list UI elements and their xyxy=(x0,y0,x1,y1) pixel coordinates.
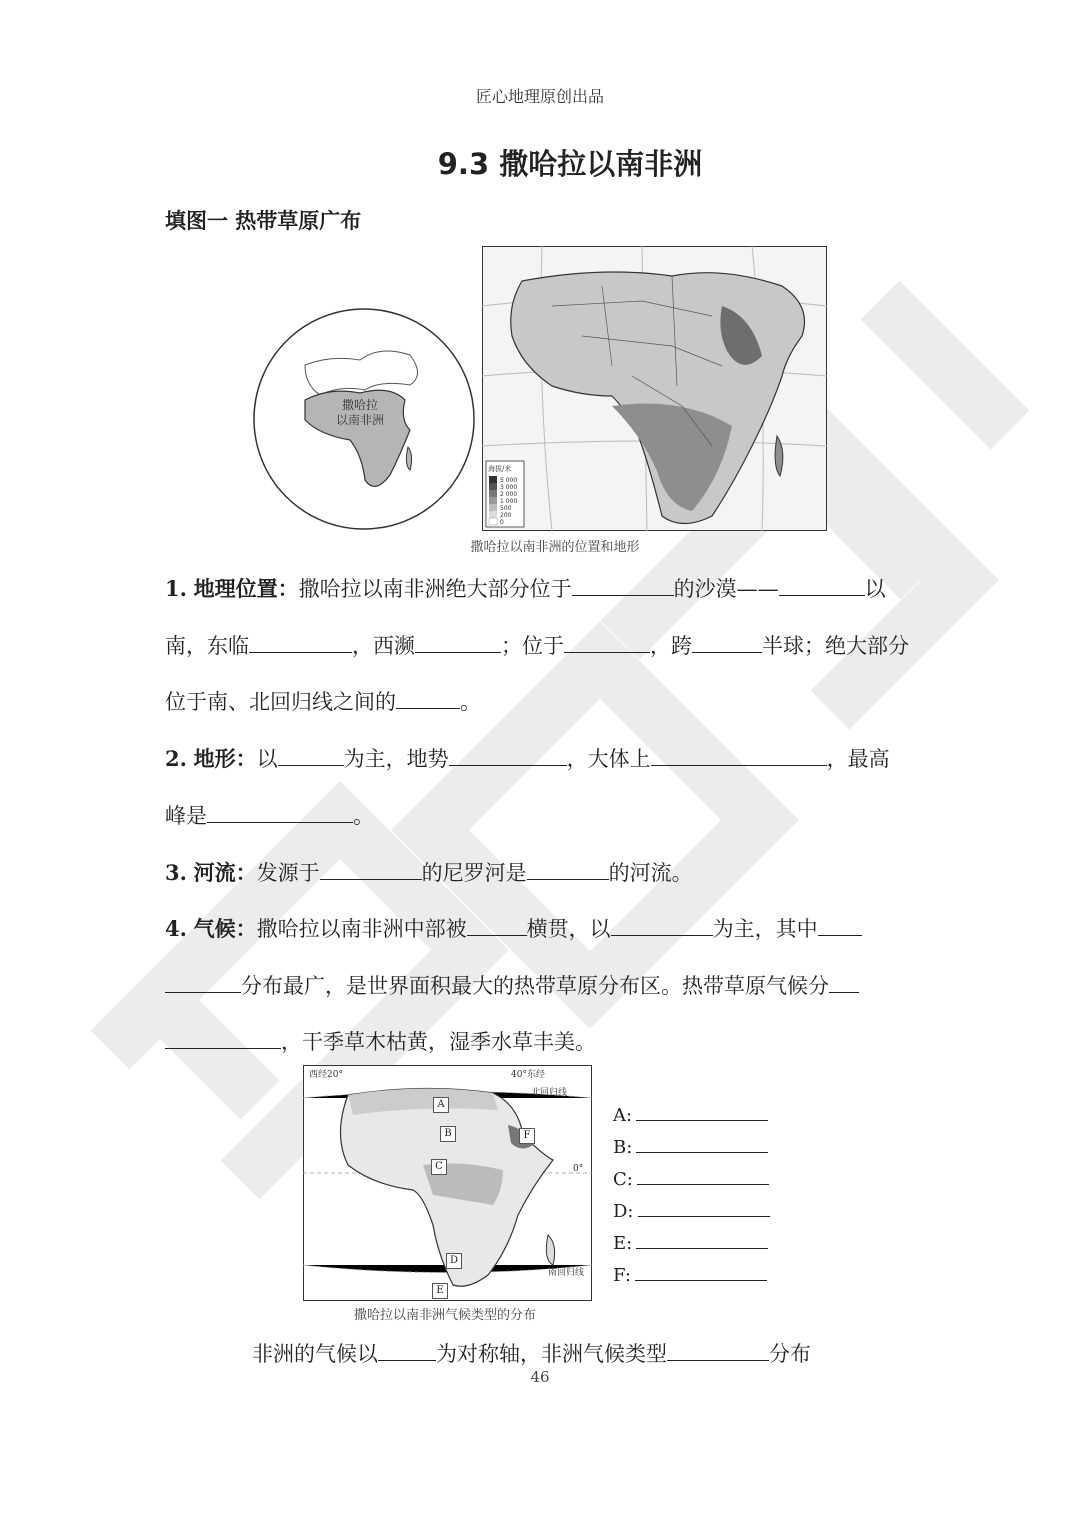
legend-val-6: 0 xyxy=(500,519,504,526)
blank[interactable] xyxy=(415,632,501,653)
answer-blank[interactable] xyxy=(636,1228,768,1249)
blank[interactable] xyxy=(829,972,859,993)
map2-lon-w: 西经20° xyxy=(309,1070,343,1080)
globe-map xyxy=(250,305,478,533)
zone-label-f: F xyxy=(519,1128,535,1144)
blank[interactable] xyxy=(651,745,827,766)
question-4-line2: 分布最广，是世界面积最大的热带草原分布区。热带草原气候分 xyxy=(165,970,859,1000)
answer-blank[interactable] xyxy=(636,1100,768,1121)
blank[interactable] xyxy=(449,745,567,766)
blank[interactable] xyxy=(249,632,352,653)
blank[interactable] xyxy=(779,575,865,596)
legend-val-1: 3 000 xyxy=(500,484,518,491)
blank[interactable] xyxy=(564,632,650,653)
answer-blank[interactable] xyxy=(635,1260,767,1281)
terrain-map xyxy=(482,246,827,531)
legend-val-2: 2 000 xyxy=(500,491,518,498)
globe-label: 撒哈拉 xyxy=(341,398,379,412)
page-number: 46 xyxy=(530,1368,550,1386)
legend-val-0: 5 000 xyxy=(500,477,518,484)
map2-tropic-n: 北回归线 xyxy=(531,1088,568,1098)
blank[interactable] xyxy=(572,575,674,596)
blank[interactable] xyxy=(378,1340,436,1361)
page-title: 9.3 撒哈拉以南非洲 xyxy=(437,147,703,181)
answer-label: E: xyxy=(613,1233,633,1254)
question-4-line3: ，干季草木枯黄，湿季水草丰美。 xyxy=(165,1026,596,1056)
figure2-caption: 撒哈拉以南非洲气候类型的分布 xyxy=(354,1308,537,1323)
blank[interactable] xyxy=(396,688,460,709)
blank[interactable] xyxy=(467,915,527,936)
blank[interactable] xyxy=(527,859,609,880)
question-1-line3: 位于南、北回归线之间的 。 xyxy=(165,690,481,714)
page-header: 匠心地理原创出品 xyxy=(475,87,604,106)
answer-list xyxy=(613,1100,770,1292)
question-1-line1: 1. 地理位置：撒哈拉以南非洲绝大部分位于 的沙漠—— 以 xyxy=(165,576,886,601)
blank[interactable] xyxy=(165,972,241,993)
question-1-line2: 南，东临 ，西濒 ；位于 ，跨 半球；绝大部分 xyxy=(165,634,909,658)
question-3: 3. 河流：发源于 的尼罗河是 的河流。 xyxy=(165,860,693,885)
answer-blank[interactable] xyxy=(636,1132,768,1153)
legend-val-4: 500 xyxy=(500,505,512,512)
answer-blank[interactable] xyxy=(638,1196,770,1217)
blank[interactable] xyxy=(320,859,422,880)
question-2-line1: 2. 地形：以 为主，地势 ，大体上 ，最高 xyxy=(165,746,890,771)
legend-title: 海拔/米 xyxy=(488,465,512,473)
answer-label: C: xyxy=(613,1169,633,1190)
blank[interactable] xyxy=(611,915,713,936)
blank[interactable] xyxy=(165,1028,281,1049)
map2-lon-e: 40°东经 xyxy=(511,1070,545,1080)
zone-label-a: A xyxy=(433,1097,449,1113)
legend-val-3: 1 000 xyxy=(500,498,518,505)
globe-label-2: 以南非洲 xyxy=(335,413,385,427)
map2-equator: 0° xyxy=(573,1164,584,1174)
legend-val-5: 200 xyxy=(500,512,512,519)
final-question: 非洲的气候以 为对称轴，非洲气候类型 分布 xyxy=(252,1342,811,1366)
zone-label-b: B xyxy=(440,1126,456,1142)
blank[interactable] xyxy=(667,1340,769,1361)
answer-label: A: xyxy=(613,1105,633,1126)
zone-label-e: E xyxy=(432,1283,448,1299)
answer-label: B: xyxy=(613,1137,633,1158)
blank[interactable] xyxy=(207,802,353,823)
question-4-line1: 4. 气候：撒哈拉以南非洲中部被 横贯，以 为主，其中 xyxy=(165,913,862,943)
answer-label: D: xyxy=(613,1201,634,1222)
blank[interactable] xyxy=(692,632,762,653)
zone-label-c: C xyxy=(431,1159,447,1175)
map2-tropic-s: 南回归线 xyxy=(548,1268,585,1278)
answer-label: F: xyxy=(613,1265,631,1286)
section-heading: 填图一 热带草原广布 xyxy=(165,209,362,233)
zone-label-d: D xyxy=(446,1253,462,1269)
question-2-line2: 峰是 。 xyxy=(165,804,374,828)
figure1-caption: 撒哈拉以南非洲的位置和地形 xyxy=(470,540,640,555)
answer-blank[interactable] xyxy=(637,1164,769,1185)
blank[interactable] xyxy=(278,745,344,766)
blank[interactable] xyxy=(818,915,862,936)
